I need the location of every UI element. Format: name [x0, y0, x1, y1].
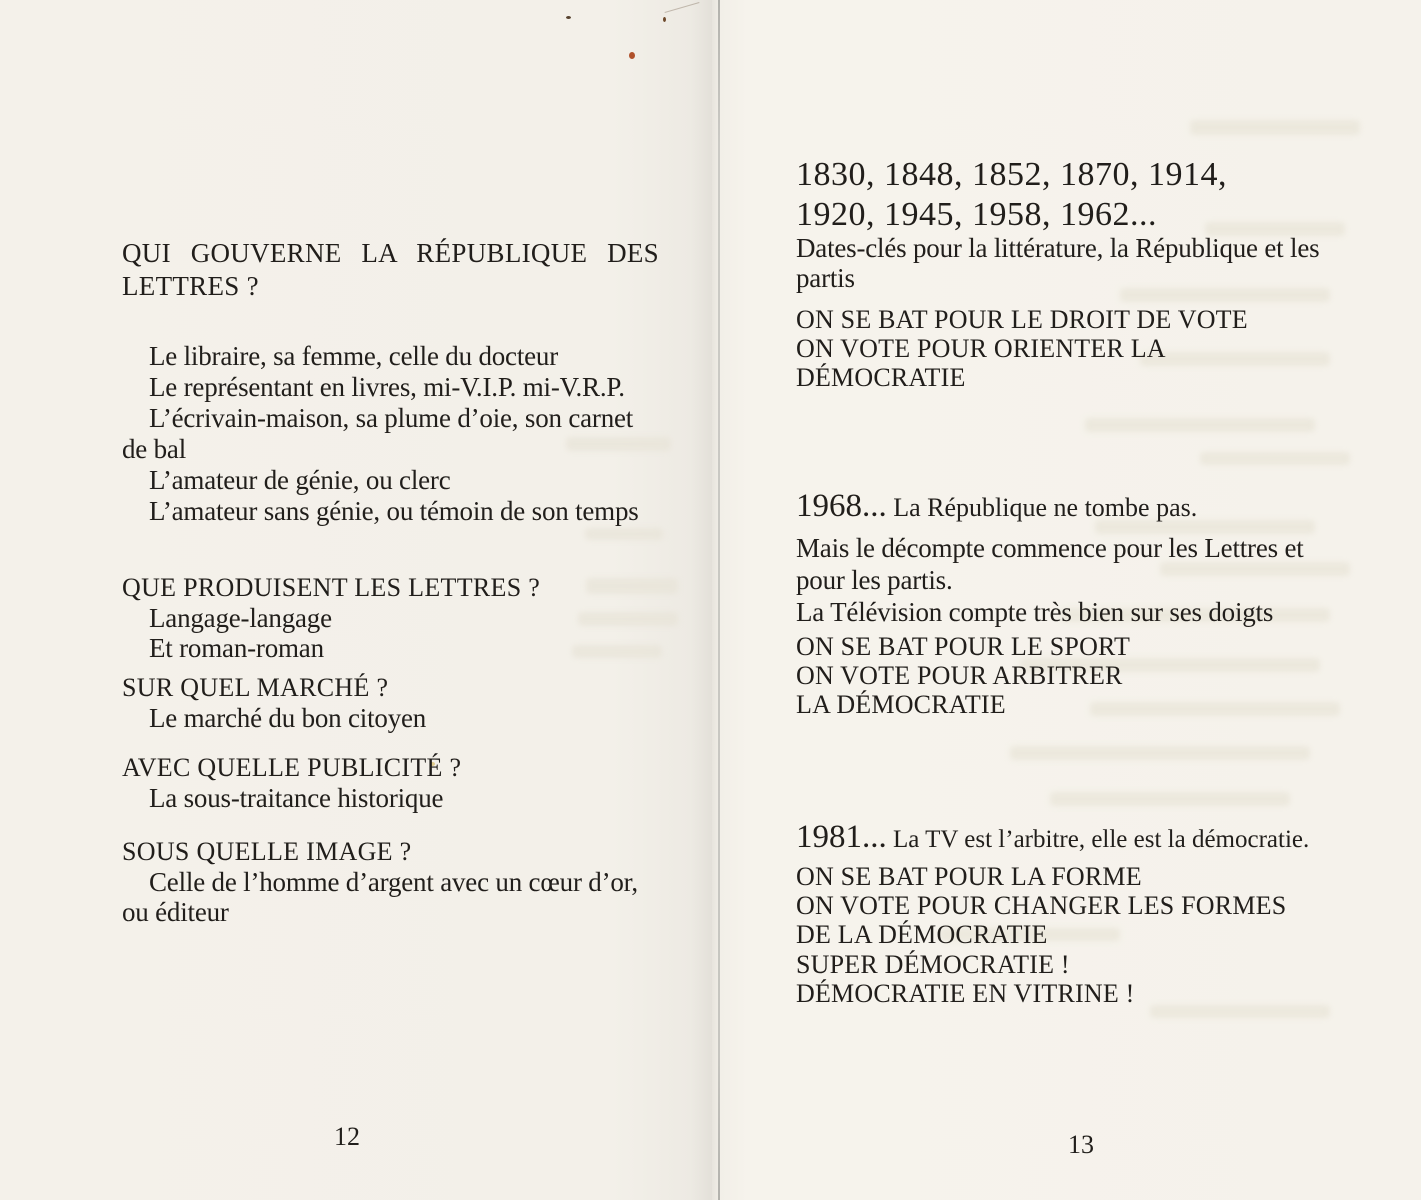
- dates-subtitle: [796, 233, 1319, 293]
- section-line: ou éditeur: [122, 897, 229, 927]
- year-1968: 1968...: [796, 488, 887, 524]
- show-through: [1050, 792, 1290, 806]
- slogan-line: DÉMOCRATIE EN VITRINE !: [796, 979, 1135, 1008]
- section-line: La sous-traitance historique: [149, 783, 444, 813]
- paragraph-line: La Télévision compte très bien sur ses doigts: [796, 597, 1274, 627]
- heading-line: LETTRES ?: [122, 271, 259, 301]
- paragraph-line: Mais le décompte commence pour les Lettres et: [796, 533, 1304, 563]
- section-avec-quelle-publicite: [122, 752, 461, 813]
- slogan-line: DE LA DÉMOCRATIE: [796, 920, 1048, 949]
- slogan-block-sport: [796, 632, 1130, 719]
- list-line: Le libraire, sa femme, celle du docteur: [149, 341, 558, 371]
- ink-speck: [566, 16, 571, 19]
- section-heading: SUR QUEL MARCHÉ ?: [122, 673, 389, 702]
- section-heading: AVEC QUELLE PUBLICITÉ ?: [122, 753, 462, 782]
- paragraph-1968: [796, 486, 1304, 628]
- section-heading: SOUS QUELLE IMAGE ?: [122, 837, 412, 866]
- paragraph-first-line: [796, 818, 1309, 862]
- show-through: [586, 578, 678, 594]
- slogan-line: ON VOTE POUR ORIENTER LA: [796, 334, 1166, 363]
- section-line: Et roman-roman: [149, 633, 324, 663]
- slogan-line: ON SE BAT POUR LA FORME: [796, 862, 1142, 891]
- slogan-line: SUPER DÉMOCRATIE !: [796, 950, 1070, 979]
- show-through: [1190, 120, 1360, 135]
- section-heading: QUE PRODUISENT LES LETTRES ?: [122, 573, 541, 602]
- section-que-produisent: [122, 572, 540, 663]
- heading-line: QUI GOUVERNE LA RÉPUBLIQUE DES: [122, 238, 659, 268]
- paragraph-line: pour les partis.: [796, 565, 953, 595]
- list-line: de bal: [122, 434, 187, 464]
- page-gutter-fold: [718, 0, 720, 1200]
- section-line: Celle de l’homme d’argent avec un cœur d’or,: [149, 867, 638, 897]
- show-through: [1200, 452, 1350, 465]
- slogan-line: ON VOTE POUR CHANGER LES FORMES: [796, 891, 1287, 920]
- ink-speck: [629, 52, 635, 59]
- list-line: L’écrivain-maison, sa plume d’oie, son carnet: [149, 403, 634, 433]
- list-line: Le représentant en livres, mi-V.I.P. mi-V.R.P.: [149, 372, 625, 402]
- show-through: [572, 645, 662, 658]
- slogan-line: LA DÉMOCRATIE: [796, 690, 1006, 719]
- section-line: Langage-langage: [149, 603, 332, 633]
- slogan-line: DÉMOCRATIE: [796, 363, 966, 392]
- paragraph-first-line: [796, 486, 1304, 532]
- governors-list: [122, 341, 639, 527]
- subtitle-line: partis: [796, 263, 855, 293]
- page-number-right: 13: [1068, 1130, 1094, 1159]
- dates-line: 1920, 1945, 1958, 1962...: [796, 196, 1157, 233]
- left-page-heading: [122, 237, 659, 303]
- year-1981: 1981...: [796, 819, 887, 855]
- section-line: Le marché du bon citoyen: [149, 703, 427, 733]
- dates-heading: [796, 155, 1227, 235]
- subtitle-line: Dates-clés pour la littérature, la République et les: [796, 233, 1320, 263]
- show-through: [1085, 418, 1315, 432]
- sentence: La TV est l’arbitre, elle est la démocratie.: [886, 826, 1310, 853]
- sentence: La République ne tombe pas.: [886, 493, 1198, 522]
- slogan-line: ON SE BAT POUR LE DROIT DE VOTE: [796, 305, 1248, 334]
- show-through: [1010, 746, 1310, 760]
- list-line: L’amateur sans génie, ou témoin de son temps: [149, 496, 639, 526]
- slogan-block-vote: [796, 305, 1248, 392]
- dates-line: 1830, 1848, 1852, 1870, 1914,: [796, 156, 1227, 193]
- page-number-left: 12: [334, 1122, 360, 1151]
- ink-speck: [663, 17, 666, 22]
- show-through: [578, 612, 678, 626]
- slogan-line: ON VOTE POUR ARBITRER: [796, 661, 1123, 690]
- slogan-line: ON SE BAT POUR LE SPORT: [796, 632, 1131, 661]
- paragraph-1981: [796, 818, 1309, 949]
- list-line: L’amateur de génie, ou clerc: [149, 465, 451, 495]
- section-sur-quel-marche: [122, 672, 426, 733]
- show-through: [585, 528, 663, 540]
- show-through: [1150, 1005, 1330, 1018]
- section-sous-quelle-image: [122, 836, 638, 927]
- slogan-block-super-democratie: [796, 950, 1134, 1008]
